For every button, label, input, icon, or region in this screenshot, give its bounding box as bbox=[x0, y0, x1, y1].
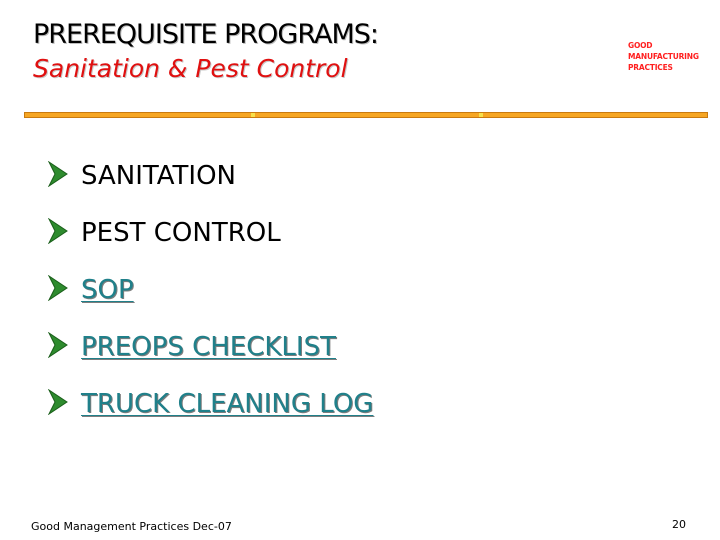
bullet-label: SANITATION bbox=[81, 161, 236, 191]
page-number: 20 bbox=[672, 518, 686, 531]
header-divider bbox=[24, 112, 708, 118]
divider-mark bbox=[251, 113, 255, 117]
slide-title bbox=[33, 18, 378, 85]
footer-text: Good Management Practices Dec-07 bbox=[31, 520, 232, 533]
divider-mark bbox=[479, 113, 483, 117]
logo-line-2: MANUFACTURING bbox=[628, 52, 699, 61]
arrow-bullet-icon bbox=[48, 218, 68, 244]
truck-cleaning-log-link[interactable]: TRUCK CLEANING LOG bbox=[81, 389, 374, 419]
logo-line-3: PRACTICES bbox=[628, 63, 673, 72]
gmp-logo bbox=[628, 40, 718, 73]
arrow-bullet-icon bbox=[48, 161, 68, 187]
preops-checklist-link[interactable]: PREOPS CHECKLIST bbox=[81, 332, 336, 362]
title-line-primary: PREREQUISITE PROGRAMS: bbox=[33, 19, 379, 50]
arrow-bullet-icon bbox=[48, 389, 68, 415]
sop-link[interactable]: SOP bbox=[81, 275, 134, 305]
arrow-bullet-icon bbox=[48, 332, 68, 358]
title-line-subtitle: Sanitation & Pest Control bbox=[33, 54, 348, 83]
arrow-bullet-icon bbox=[48, 275, 68, 301]
logo-line-1: GOOD bbox=[628, 41, 653, 50]
bullet-label: PEST CONTROL bbox=[81, 218, 281, 248]
